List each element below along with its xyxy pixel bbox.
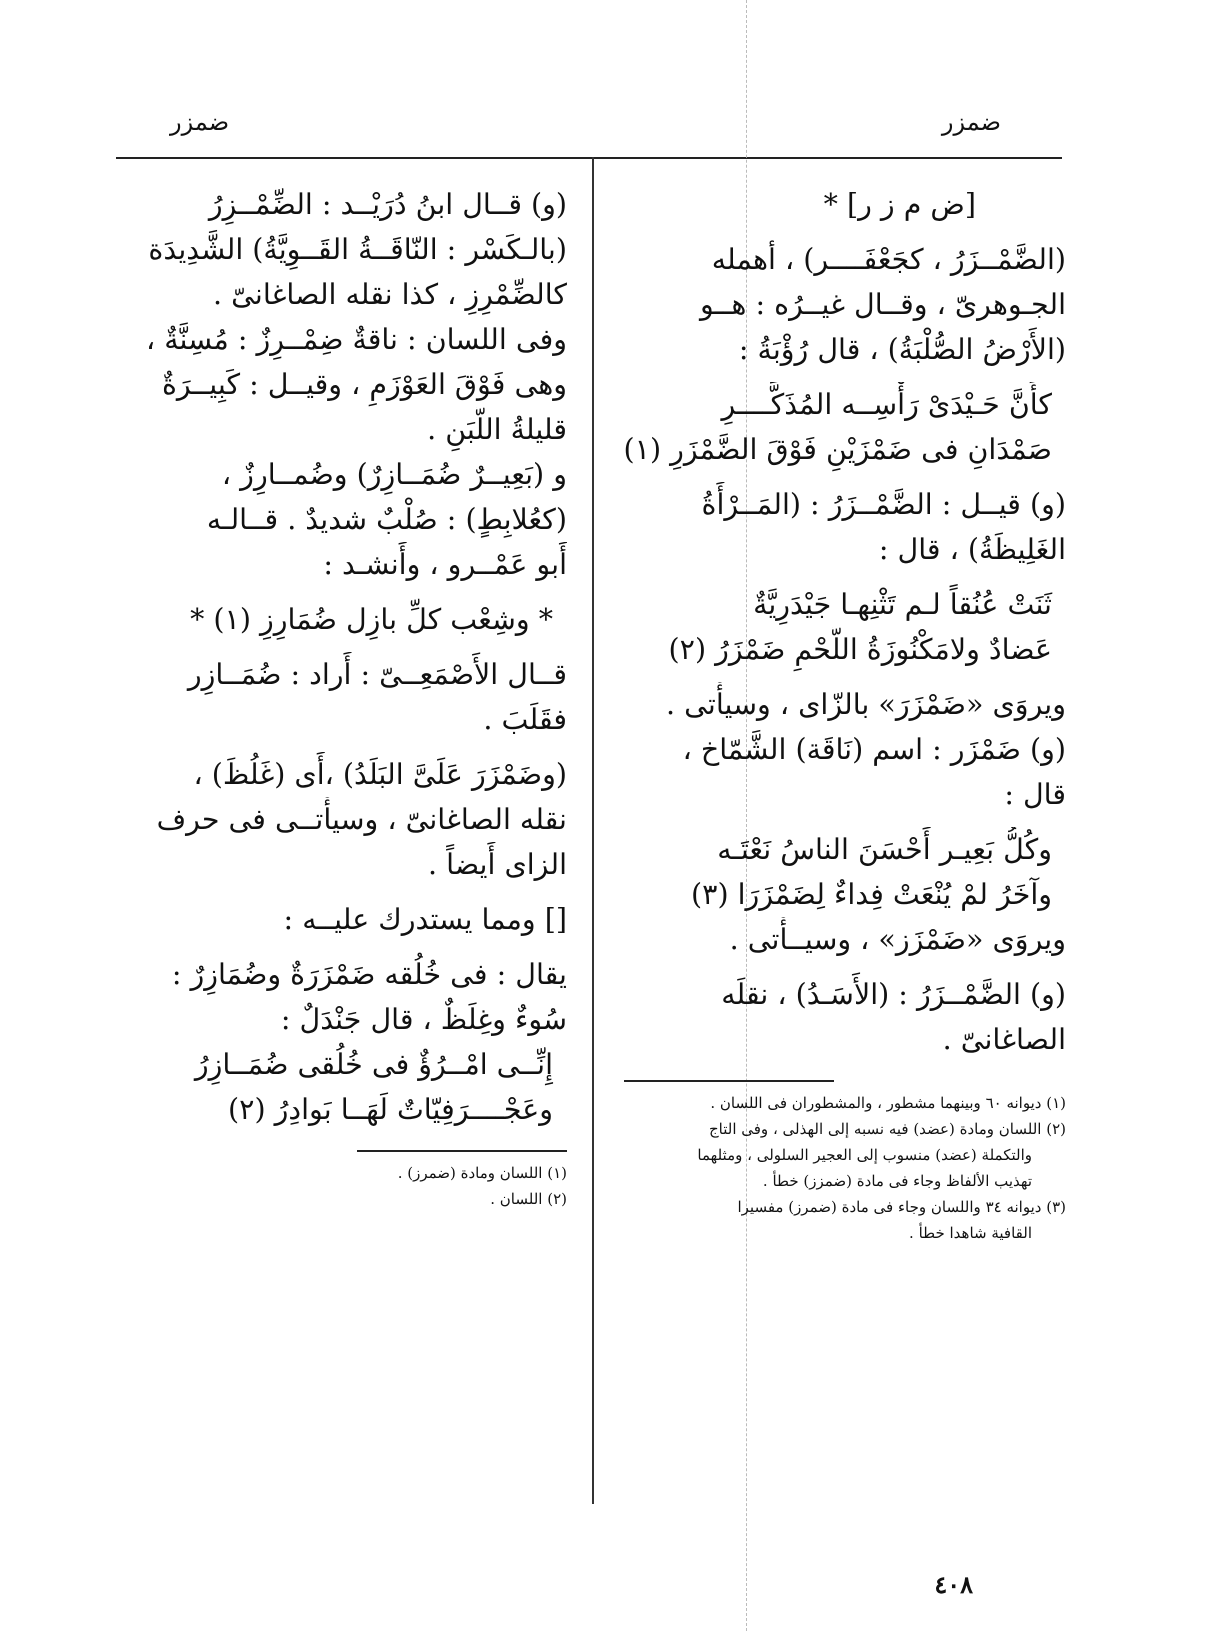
text-line: (و) قيــل : الضَّمْــزَرُ : (المَــرْأَةُ [701, 488, 1066, 521]
text-line: أَبو عَمْــرو ، وأَنشـد : [323, 548, 567, 581]
running-head-left: ضمزر [170, 108, 230, 136]
text-line: (كعُلابِطٍ) : صُلْبٌ شديدٌ . قــالـه [206, 503, 567, 536]
footnote-continuation: القافية شاهدا خطأ . [909, 1224, 1032, 1242]
text-line: الجـوهرىّ ، وقــال غيــرُه : هــو [699, 288, 1066, 321]
text-line: ويروَى «ضَمْزَز» ، وسيــأْتى . [729, 923, 1066, 956]
left-column [127, 182, 567, 1212]
text-line: الزاى أَيضاً . [428, 848, 567, 881]
text-line: قال : [1004, 778, 1066, 811]
text-line: الغَلِيظَةُ) ، قال : [878, 533, 1066, 566]
text-line: (الضَّمْــزَرُ ، كجَعْفَــــر) ، أهمله [711, 243, 1066, 276]
footnote-rule [624, 1080, 834, 1082]
footnote-continuation: والتكملة (عضد) منسوب إلى العجير السلولى ، ومثلهما [697, 1146, 1032, 1164]
running-head-right: ضمزر [941, 108, 1001, 136]
text-line: سُوءٌ وغِلَظٌ ، قال جَنْدَلٌ : [280, 1003, 567, 1036]
verse-line: ثَنَتْ عُنُقاً لـم تَثْنِهـا جَيْدَرِيَّةٌ [753, 588, 1052, 621]
footnote-rule [357, 1150, 567, 1152]
footnote: (١) اللسان ومادة (ضمرز) . [397, 1164, 567, 1182]
text-line: (و) ضَمْزَر : اسم (نَاقَة) الشَّمّاخ ، [682, 733, 1066, 766]
verse-line: * وشِعْب كلِّ بازِل ضُمَارِزِ (١) * [190, 603, 553, 636]
verse-line: إِنِّــى امْــرُؤٌ فى خُلُقى ضُمَــازِرُ [194, 1048, 553, 1081]
text-line: (بالـكَسْر : النّاقَــةُ القَــوِيَّةُ) الشَّدِيدَة [148, 233, 567, 266]
footnote: (٢) اللسان . [490, 1190, 567, 1208]
text-line: يقال : فى خُلُقه ضَمْزَرَةٌ وضُمَازِرٌ : [171, 958, 567, 991]
footnote-continuation: تهذيب الألفاظ وجاء فى مادة (ضمزز) خطأ . [762, 1172, 1032, 1190]
text-line: و (بَعِيــرٌ ضُمَــازِرٌ) وضُمــارِزٌ ، [221, 458, 567, 491]
footnote: (٢) اللسان ومادة (عضد) فيه نسبه إلى الهذلى ، وفى التاج [708, 1120, 1066, 1138]
text-line: وفى اللسان : ناقةٌ ضِمْــرِزٌ : مُسِنَّةٌ ، [146, 323, 567, 356]
text-line: وهى فَوْقَ العَوْزَمِ ، وقيــل : كَبِيــرَةٌ [161, 368, 567, 401]
text-line: (و) الضَّمْــزَرُ : (الأَسَـدُ) ، نقلَه [721, 978, 1066, 1011]
text-line: الصاغانىّ . [942, 1023, 1066, 1056]
verse-line: وعَجْــــرَفِيّاتٌ لَهَــا بَوادِرُ (٢) [228, 1093, 553, 1126]
verse-line: صَمْدَانِ فى ضَمْزَيْنِ فَوْقَ الضَّمْزَرِ (١) [624, 433, 1052, 466]
text-line: قــال الأَصْمَعِــىّ : أَراد : ضُمَــازِر [187, 658, 567, 691]
text-line: (و) قــال ابنُ دُرَيْــد : الضِّمْــزِرُ [208, 188, 567, 221]
text-line: قليلةُ اللَّبَنِ . [427, 413, 567, 446]
verse-line: وآخَرُ لمْ يُنْعَتْ فِداءٌ لِضَمْزَرَا (٣) [691, 878, 1052, 911]
page-number: ٤٠٨ [934, 1570, 973, 1599]
text-line: كالضِّمْرِزِ ، كذا نقله الصاغانىّ . [213, 278, 567, 311]
text-line: ويروَى «ضَمْزَرَ» بالزّاى ، وسيأْتى . [666, 688, 1066, 721]
header-rule [116, 157, 1062, 159]
right-column [624, 182, 1066, 1246]
verse-line: وكُلُّ بَعِيـر أَحْسَنَ الناسُ نَعْتَـه [717, 833, 1052, 866]
text-line: (الأَرْضُ الصُّلْبَةُ) ، قال رُؤْبَةُ : [738, 333, 1066, 366]
text-line: (وضَمْزَرَ عَلَىَّ البَلَدُ) ،أَى (غَلُظَ) ، [193, 758, 567, 791]
footnote: (٣) ديوانه ٣٤ واللسان وجاء فى مادة (ضمرز) مفسيرا [737, 1198, 1066, 1216]
text-line: نقله الصاغانىّ ، وسيأْتــى فى حرف [156, 803, 567, 836]
column-divider [592, 157, 594, 1504]
entry-heading: [ض م ز ر] * [823, 188, 976, 221]
verse-line: كأَنَّ حَـيْدَىْ رَأْسِــه المُذَكَّــــرِ [721, 388, 1052, 421]
supplement-heading: [] ومما يستدرك عليــه : [283, 903, 567, 936]
verse-line: عَضادٌ ولامَكْنُوزَةُ اللَّحْمِ ضَمْزَرُ (٢) [668, 633, 1052, 666]
text-line: فقَلَبَ . [483, 703, 567, 736]
footnote: (١) ديوانه ٦٠ وبينهما مشطور ، والمشطوران فى اللسان . [710, 1094, 1066, 1112]
